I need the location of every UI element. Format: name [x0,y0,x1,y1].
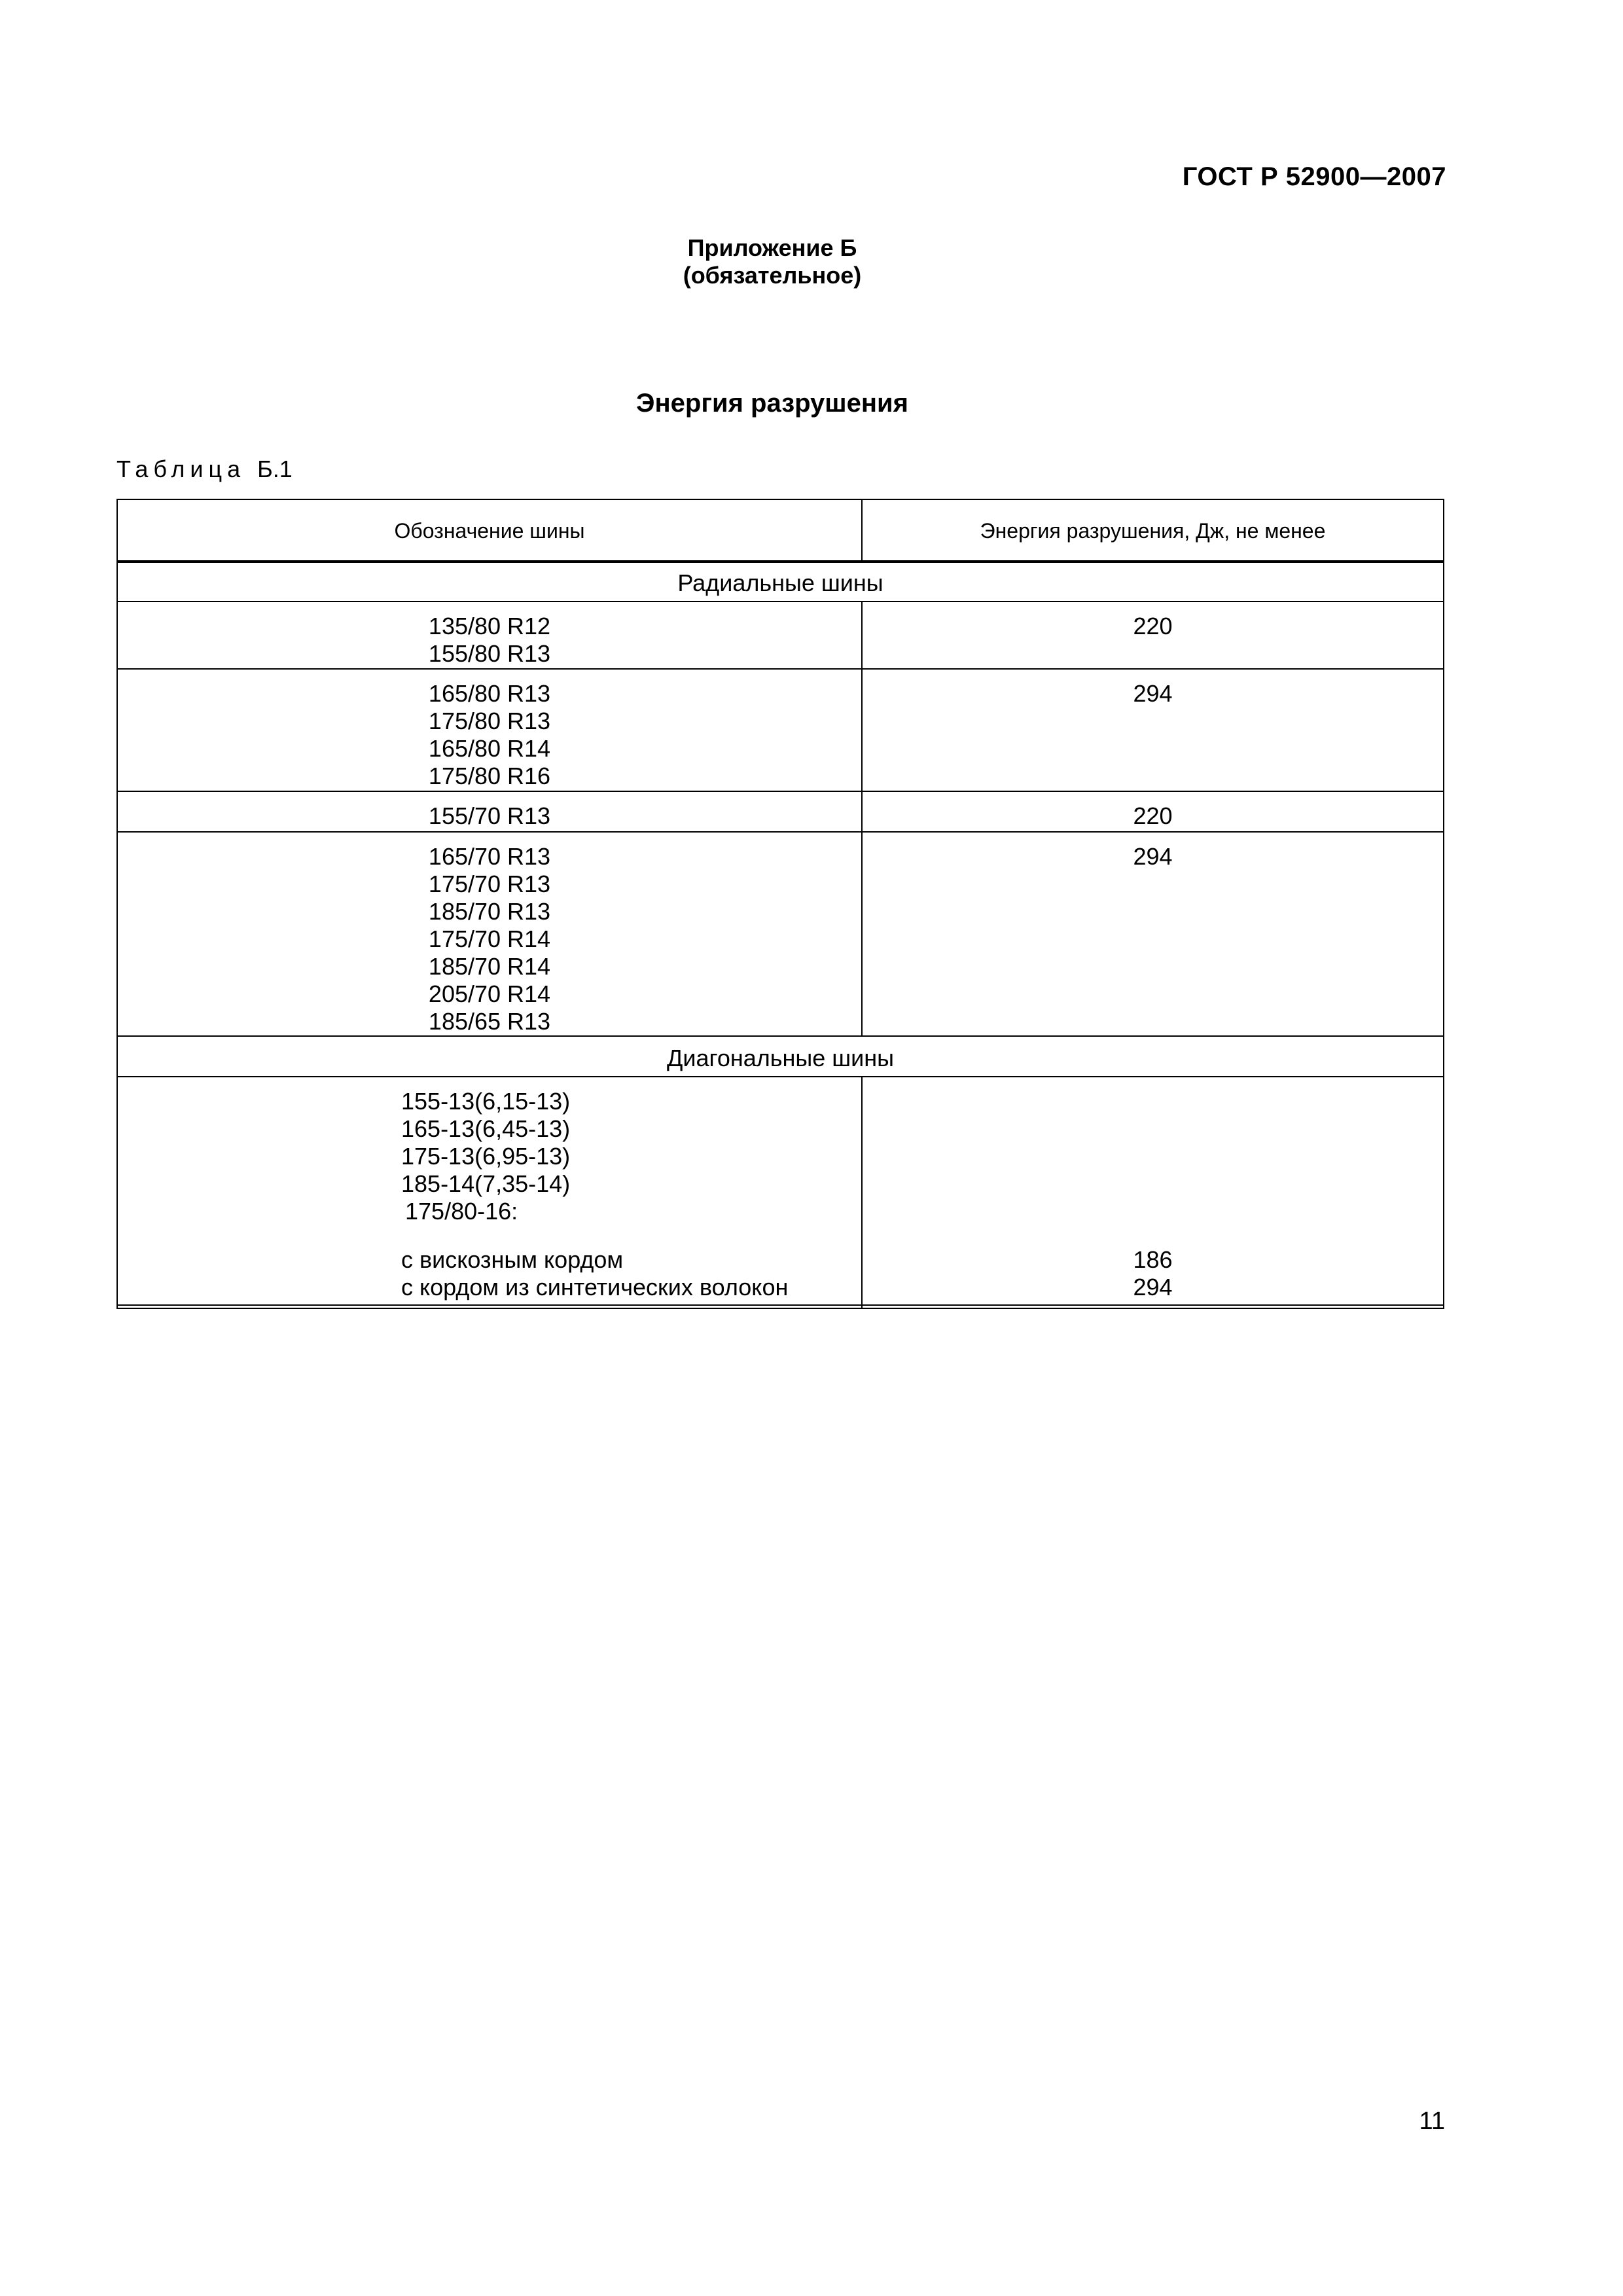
table-cell-tires [118,613,861,668]
tire-designation: 175/80 R13 [428,708,551,734]
table-cell-energy: 294 [1133,680,1173,707]
table-cell-energy: 186 [1133,1246,1173,1273]
row-rule [116,1035,1444,1037]
tire-designation: 175/70 R13 [428,870,551,897]
table-bottom-rule [116,1304,1444,1306]
table-cell-subrow-label: с вискозным кордом [401,1246,624,1273]
tire-designation: 205/70 R14 [428,980,551,1007]
table-cell-energy: 220 [1133,802,1173,829]
table-caption [116,456,293,483]
table-caption-number: Б.1 [257,456,293,482]
tire-designation: 185/65 R13 [428,1008,551,1035]
column-header-tire: Обозначение шины [394,518,585,543]
tire-designation: 165/80 R13 [428,680,551,707]
row-rule [116,668,1444,670]
appendix-status: (обязательное) [683,262,862,289]
tire-designation: 175/70 R14 [428,925,551,952]
table-cell-energy: 294 [1133,843,1173,870]
table-cell-energy: 220 [1133,613,1173,639]
row-rule [116,791,1444,792]
table-cell-tires [401,1088,859,1225]
tire-designation: 175/80 R16 [428,762,551,789]
table-caption-label: Таблица [116,456,246,482]
table-cell-tires [118,802,861,830]
table-header-rule [116,560,1444,563]
tire-designation: 155/80 R13 [428,640,551,667]
page-number: 11 [1419,2108,1445,2135]
table-cell-energy: 294 [1133,1274,1173,1300]
table-cell-subrow-label: с кордом из синтетических волокон [401,1274,789,1300]
tire-designation: 165/70 R13 [428,843,551,870]
tire-designation: 155-13(6,15-13) [401,1088,571,1115]
row-rule [116,601,1444,602]
group-title-bias: Диагональные шины [666,1045,895,1071]
tire-designation: 165-13(6,45-13) [401,1115,571,1142]
column-header-energy: Энергия разрушения, Дж, не менее [980,518,1326,543]
tire-designation: 165/80 R14 [428,735,551,762]
tire-designation: 175/80-16: [405,1198,518,1225]
table-cell-tires [118,843,861,1035]
table-cell-tires [118,680,861,790]
tire-designation: 175-13(6,95-13) [401,1143,571,1170]
row-rule [116,831,1444,833]
document-code: ГОСТ Р 52900—2007 [1182,162,1446,191]
tire-designation: 155/70 R13 [428,802,551,829]
tire-designation: 185-14(7,35-14) [401,1170,571,1197]
group-title-radial: Радиальные шины [677,569,883,596]
tire-designation: 185/70 R13 [428,898,551,925]
appendix-title: Приложение Б [687,234,857,261]
section-title: Энергия разрушения [636,389,908,418]
row-rule [116,1076,1444,1077]
tire-designation: 135/80 R12 [428,613,551,639]
tire-designation: 185/70 R14 [428,953,551,980]
